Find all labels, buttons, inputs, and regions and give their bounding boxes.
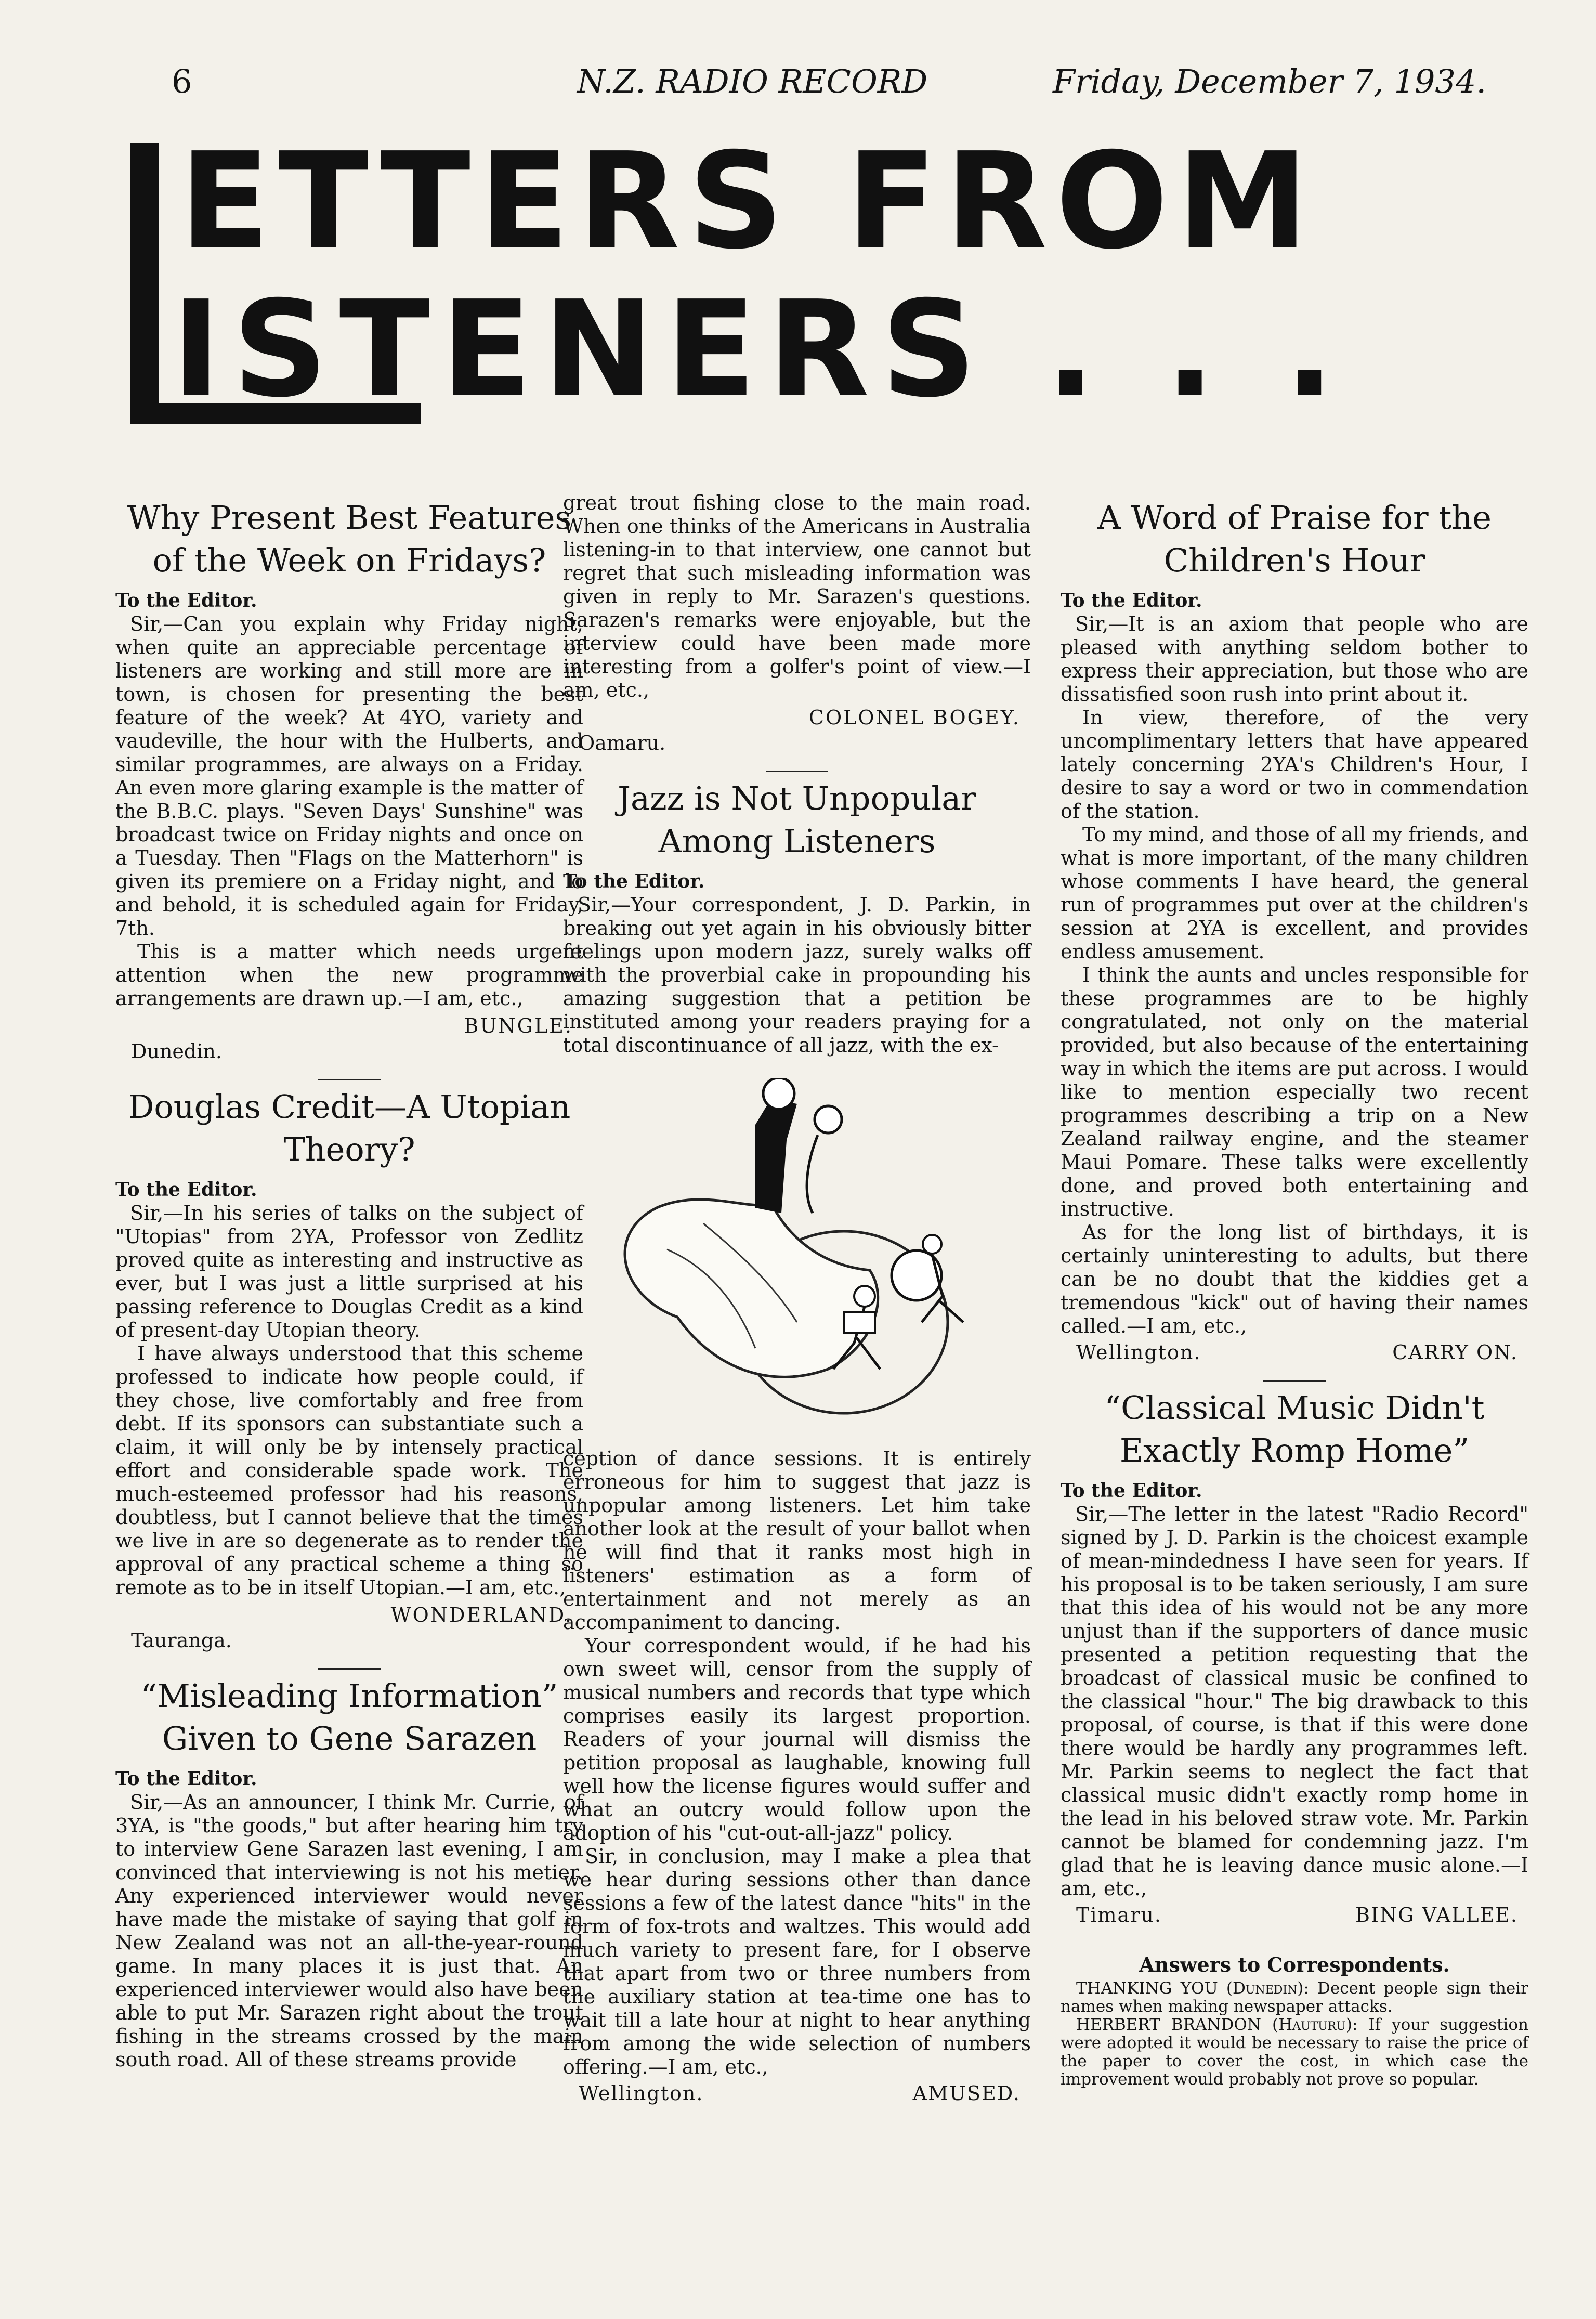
letter-heading: “Misleading Information” Given to Gene Sarazen — [140, 1677, 558, 1757]
signature: CARRY ON. — [1392, 1341, 1518, 1364]
answers-to-correspondents — [1061, 1953, 1528, 2089]
letter-paragraph: Sir,—It is an axiom that people who are pleased with anything seldom bother to express their appreciation, but those who are dissatisfied soon rush into print about it. — [1061, 613, 1528, 706]
letter-paragraph: As for the long list of birthdays, it is certainly uninteresting to adults, but there can be no doubt that the kiddies get a tremendous "kick" out of having their names called.—I am, etc., — [1061, 1221, 1528, 1337]
answer-item — [1061, 2016, 1528, 2089]
letter-paragraph: To my mind, and those of all my friends, and what is more important, of the many children whose comments I have heard, the general run of programmes put over at the children's session at 2YA is excellent, and provides endless amusement. — [1061, 823, 1528, 963]
signature: COLONEL BOGEY. — [808, 706, 1021, 729]
letter-paragraph: ception of dance sessions. It is entirely erroneous for him to suggest that jazz is unpopular among listeners. Let him take another look at the result of your ballot when he will find that it ranks most high in listeners' estimation as a form of entertainment and not merely as an accompaniment to dancing. — [563, 1447, 1031, 1634]
issue-date: Friday, December 7, 1934. — [1053, 62, 1487, 100]
letter-jazz-continued — [563, 1447, 1031, 2079]
divider — [766, 771, 828, 772]
signature-row — [1076, 1904, 1518, 1927]
letter-paragraph: great trout fishing close to the main road. When one thinks of the Americans in Australia listening-in to that interview, one cannot but regret that such misleading information was given in reply to Mr. Sarazen's questions. Sarazen's remarks were enjoyable, but the interview could have been made more interesting from a golfer's point of view.—I am, etc., — [563, 491, 1031, 701]
divider — [1263, 1380, 1326, 1382]
letter-heading: A Word of Praise for the Children's Hour — [1097, 499, 1492, 579]
letter-paragraph: Sir,—The letter in the latest "Radio Record" signed by J. D. Parkin is the choicest example of mean-mindedness I have seen for years. If his proposal is to be taken seriously, I am sure that this idea of his would not be any more unjust than if the supporters of dance music presented a petition requesting that the broadcast of classical music be confined to the classical "hour." The big drawback to this proposal, of course, is that if this were done there would be hardly any programmes left. Mr. Parkin seems to neglect the fact that classical music didn't exactly romp home in the lead in his beloved straw vote. Mr. Parkin cannot be blamed for condemning jazz. I'm glad that he is leaving dance music alone.—I am, etc., — [1061, 1503, 1528, 1900]
signature: BING VALLEE. — [1355, 1904, 1518, 1926]
letter-heading: Why Present Best Features of the Week on Fridays? — [127, 499, 572, 579]
masthead-line-1: ETTERS FROM — [179, 124, 1317, 279]
answer-item — [1061, 1979, 1528, 2016]
letter-paragraph: Your correspondent would, if he had his own sweet will, censor from the supply of musical numbers and records that type which comprises easily its largest proportion. Readers of your journal will dismiss the petition proposal as laughable, knowing full well how the license figures would suffer and what an outcry would follow upon the adoption of his "cut-out-all-jazz" policy. — [563, 1634, 1031, 1844]
letter-jazz — [563, 777, 1031, 1057]
salutation: To the Editor. — [563, 870, 705, 892]
salutation: To the Editor. — [115, 1179, 257, 1201]
letter-douglas-credit — [115, 1086, 583, 1652]
answer-text: If your suggestion were adopted it would be necessary to raise the price of the paper to cover the cost, in which case the improvement would probably not prove so popular. — [1061, 2015, 1528, 2089]
letter-paragraph: In view, therefore, of the very uncomplimentary letters that have appeared lately concerning 2YA's Children's Hour, I desire to say a word or two in commendation of the station. — [1061, 706, 1528, 823]
letter-paragraph: This is a matter which needs urgent attention when the new programme arrangements are drawn up.—I am, etc., — [115, 940, 583, 1010]
answer-recipient: HERBERT BRANDON (Hauturu): — [1076, 2015, 1358, 2034]
letter-sarazen-continued — [563, 491, 1031, 702]
letter-paragraph: Sir,—As an announcer, I think Mr. Currie, of 3YA, is "the goods," but after hearing him try to interview Gene Sarazen last evening, I am convinced that interviewing is not his metier. Any experienced interviewer would never have made the mistake of saying that golf in New Zealand was not an all-the-year-round game. In many places it is just that. An experienced interviewer would also have been able to put Mr. Sarazen right about the trout fishing in the streams crossed by the main south road. All of these streams provide — [115, 1791, 583, 2071]
letter-paragraph: I think the aunts and uncles responsible for these programmes are to be highly congratulated, not only on the material provided, but also because of the entertaining way in which the items are put across. I would like to mention especially two recent programmes describing a trip on a New Zealand railway engine, and the steamer Maui Pomare. These talks were excellently done, and proved both entertaining and instructive. — [1061, 963, 1528, 1220]
place: Dunedin. — [131, 1040, 222, 1063]
letter-sarazen — [115, 1675, 583, 2072]
divider — [318, 1668, 381, 1670]
letter-fridays — [115, 497, 583, 1063]
place: Timaru. — [1076, 1904, 1162, 1926]
place: Tauranga. — [131, 1629, 232, 1652]
publication-title: N.Z. RADIO RECORD — [577, 62, 928, 100]
signature-row — [579, 2082, 1021, 2105]
place: Wellington. — [579, 2082, 704, 2105]
letter-paragraph: I have always understood that this scheme professed to indicate how people could, if they chose, live comfortably and free from debt. If its sponsors can substantiate such a claim, it will only be by intensely practical effort and considerable spade work. The much-esteemed professor had his reasons, doubtless, but I cannot believe that the times we live in are so degenerate as to render the approval of any practical scheme a thing so remote as to be in itself Utopian.—I am, etc., — [115, 1342, 583, 1599]
page-number: 6 — [172, 62, 192, 100]
letter-paragraph: Sir,—In his series of talks on the subject of "Utopias" from 2YA, Professor von Zedlitz proved quite as interesting and instructive as ever, but I was just a little surprised at his passing reference to Douglas Credit as a kind of present-day Utopian theory. — [115, 1202, 583, 1341]
answer-text: Decent people sign their names when making newspaper attacks. — [1061, 1979, 1528, 2016]
column-2 — [563, 491, 1031, 2105]
divider — [318, 1079, 381, 1080]
letter-paragraph: Sir, in conclusion, may I make a plea that we hear during sessions other than dance sessions a few of the latest dance "hits" in the form of fox-trots and waltzes. This would add much variety to present fare, for I observe that apart from two or three numbers from the auxiliary station at tea-time one has to wait till a late hour at night to hear anything from among the wide selection of numbers offering.—I am, etc., — [563, 1845, 1031, 2078]
place: Oamaru. — [579, 732, 666, 754]
column-3 — [1061, 491, 1528, 2089]
letter-paragraph: Sir,—Your correspondent, J. D. Parkin, in breaking out yet again in his obviously bitter feelings upon modern jazz, surely walks off with the proverbial cake in propounding his amazing suggestion that a petition be instituted among your readers praying for a total discontinuance of all jazz, with the ex- — [563, 893, 1031, 1057]
masthead-line-2: ISTENERS . . . — [172, 272, 1346, 427]
column-1 — [115, 491, 583, 2072]
letter-paragraph: Sir,—Can you explain why Friday night, when quite an appreciable percentage of listeners are working and still more are in town, is chosen for presenting the best feature of the week? At 4YO, variety and vaudeville, the hour with the Hulberts, and similar programmes, are always on a Friday. An even more glaring example is the matter of the B.B.C. plays. "Seven Days' Sunshine" was broadcast twice on Friday nights and once on a Tuesday. Then "Flags on the Matterhorn" is given its premiere on a Friday night, and lo and behold, it is scheduled again for Friday, 7th. — [115, 613, 583, 940]
letter-heading: “Classical Music Didn't Exactly Romp Home” — [1104, 1389, 1485, 1469]
letter-classical-music — [1061, 1387, 1528, 1927]
answer-recipient: THANKING YOU (Dunedin): — [1076, 1979, 1309, 1998]
answers-heading: Answers to Correspondents. — [1139, 1953, 1450, 1976]
salutation: To the Editor. — [115, 590, 257, 611]
signature: BUNGLE. — [464, 1014, 573, 1037]
salutation: To the Editor. — [115, 1768, 257, 1790]
dancers-illustration — [599, 1078, 995, 1421]
letter-heading: Jazz is Not Unpopular Among Listeners — [618, 779, 976, 860]
signature: AMUSED. — [912, 2082, 1021, 2105]
letter-childrens-hour — [1061, 497, 1528, 1364]
masthead-l-stroke — [130, 143, 159, 419]
salutation: To the Editor. — [1061, 1480, 1202, 1502]
signature-row — [1076, 1341, 1518, 1364]
salutation: To the Editor. — [1061, 590, 1202, 611]
signature: WONDERLAND. — [390, 1604, 573, 1626]
place: Wellington. — [1076, 1341, 1201, 1364]
letter-heading: Douglas Credit—A Utopian Theory? — [128, 1088, 571, 1168]
masthead — [130, 124, 1482, 429]
